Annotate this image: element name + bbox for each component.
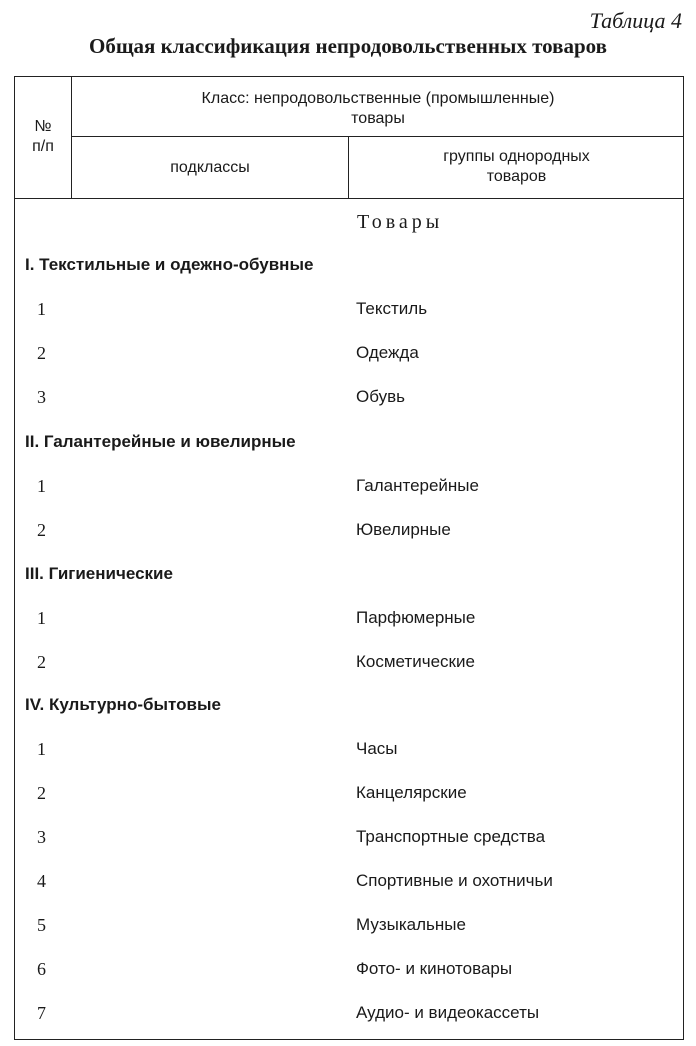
row-group-name: Канцелярские — [356, 783, 467, 802]
row-group-name: Обувь — [356, 387, 405, 406]
row-group-name: Аудио- и видеокассеты — [356, 1003, 540, 1022]
section-title: II. Галантерейные и ювелирные — [25, 432, 296, 451]
row-group-name: Парфюмерные — [356, 608, 476, 627]
row-number: 2 — [37, 652, 46, 672]
header-bottom-line — [15, 198, 683, 199]
row-number: 4 — [37, 871, 46, 891]
row-number: 2 — [37, 783, 46, 803]
header-subclasses-label: подклассы — [170, 159, 250, 176]
goods-heading: Товары — [357, 211, 444, 233]
header-divider-groups — [348, 136, 349, 198]
row-number: 1 — [37, 476, 46, 496]
header-divider-class — [71, 136, 683, 137]
section-title: IV. Культурно-бытовые — [25, 695, 221, 714]
row-group-name: Часы — [356, 739, 398, 758]
section-title: I. Текстильные и одежно-обувные — [25, 255, 314, 274]
header-groups-label: группы однородных товаров — [443, 148, 590, 185]
row-group-name: Текстиль — [356, 299, 428, 318]
row-number: 1 — [37, 608, 46, 628]
row-number: 3 — [37, 387, 46, 407]
table-caption: Таблица 4 — [589, 8, 682, 33]
header-class-label: Класс: непродовольственные (промышленные) товары — [201, 90, 555, 127]
row-group-name: Транспортные средства — [356, 827, 546, 846]
row-number: 5 — [37, 915, 46, 935]
header-divider-num — [71, 77, 72, 198]
row-number: 2 — [37, 520, 46, 540]
page-title: Общая классификация непродовольственных товаров — [88, 34, 608, 58]
row-number: 1 — [37, 299, 46, 319]
row-number: 3 — [37, 827, 46, 847]
row-group-name: Спортивные и охотничьи — [356, 871, 553, 890]
classification-table — [14, 76, 684, 1040]
section-title: III. Гигиенические — [25, 564, 173, 583]
row-number: 7 — [37, 1003, 46, 1023]
row-group-name: Ювелирные — [356, 520, 451, 539]
row-group-name: Косметические — [356, 652, 475, 671]
row-group-name: Музыкальные — [356, 915, 466, 934]
row-number: 1 — [37, 739, 46, 759]
row-group-name: Галантерейные — [356, 476, 479, 495]
row-group-name: Фото- и кинотовары — [356, 959, 513, 978]
row-number: 6 — [37, 959, 46, 979]
row-group-name: Одежда — [356, 343, 419, 362]
row-number: 2 — [37, 343, 46, 363]
header-num-label: № п/п — [32, 118, 54, 155]
